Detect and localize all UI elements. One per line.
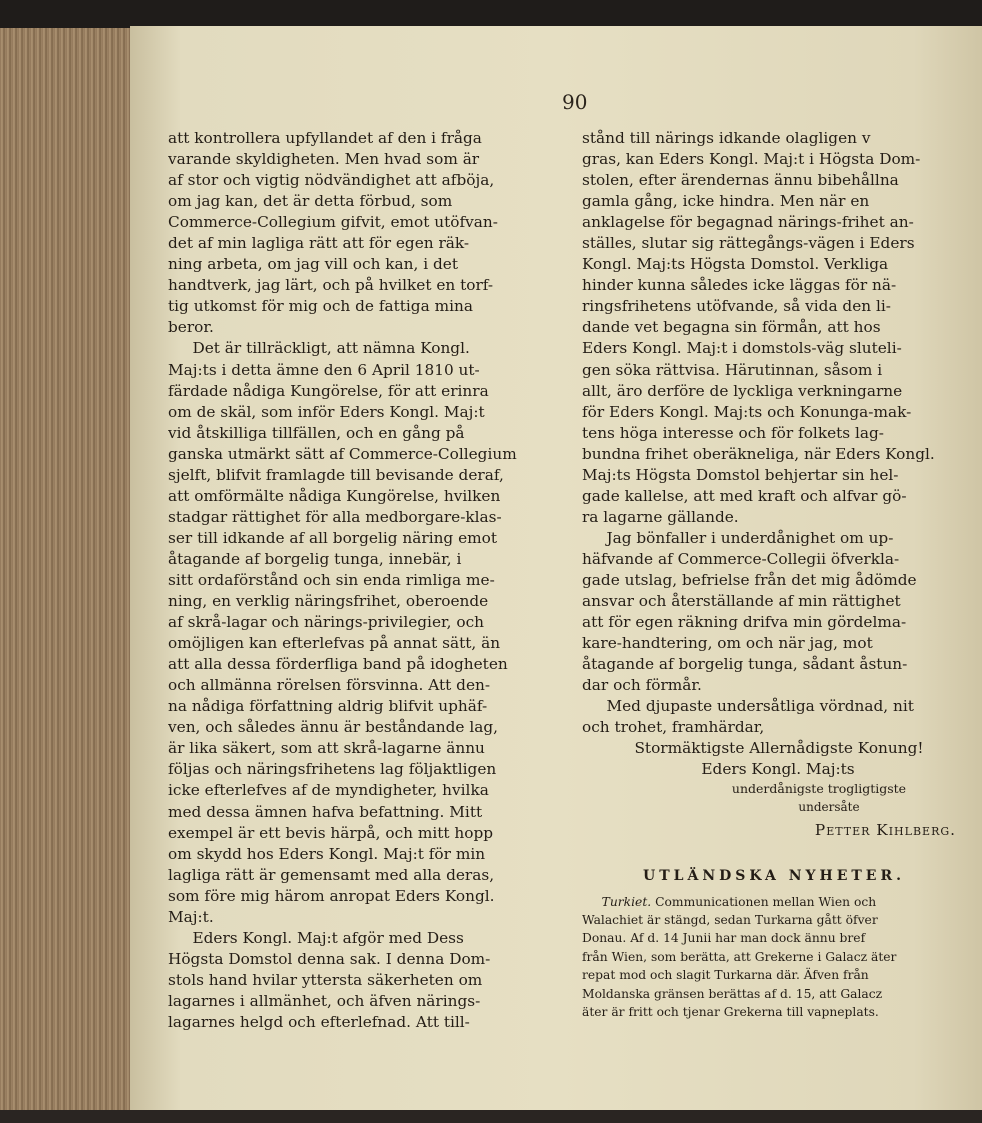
left-line: na nådiga författning aldrig blifvit uphäf- <box>168 697 488 716</box>
right-line: hinder kunna således icke läggas för nä- <box>582 276 897 295</box>
right-line: anklagelse för begagnad närings-frihet an- <box>582 213 914 232</box>
left-line: att alla dessa förderfliga band på idogheten <box>168 655 508 674</box>
left-line: färdade nådiga Kungörelse, för att erinra <box>168 381 489 400</box>
right-line: bundna frihet oberäkneliga, när Eders Kongl. <box>582 444 935 463</box>
right-line: gamla gång, icke hindra. Men när en <box>582 192 870 211</box>
right-line: gen söka rättvisa. Härutinnan, såsom i <box>582 360 883 379</box>
left-line: om de skäl, som inför Eders Kongl. Maj:t <box>168 402 485 421</box>
left-line: med dessa ämnen hafva befattning. Mitt <box>168 802 483 821</box>
left-line: Eders Kongl. Maj:t afgör med Dess <box>192 928 464 947</box>
left-line: att omförmälte nådiga Kungörelse, hvilken <box>168 486 501 505</box>
book-page-edges <box>0 28 134 1110</box>
right-line: dar och förmår. <box>582 676 702 695</box>
left-line: handtverk, jag lärt, och på hvilket en torf- <box>168 276 494 295</box>
left-line: exempel är ett bevis härpå, och mitt hopp <box>168 823 494 842</box>
left-line: lagarnes i allmänhet, och äfven närings- <box>168 991 481 1010</box>
right-line: dande vet begagna sin förmån, att hos <box>582 318 881 337</box>
left-line: stols hand hvilar yttersta säkerheten om <box>168 970 483 989</box>
left-line: det af min lagliga rätt att för egen räk- <box>168 234 470 253</box>
left-line: ganska utmärkt sätt af Commerce-Collegium <box>168 444 517 463</box>
right-line: kare-handtering, om och när jag, mot <box>582 634 873 653</box>
left-column <box>168 128 550 1033</box>
signature: Petter Kihlberg. <box>814 821 956 840</box>
right-line: ringsfrihetens utöfvande, så vida den li- <box>582 297 891 316</box>
left-line: om jag kan, det är detta förbud, som <box>168 192 453 211</box>
left-line: af skrå-lagar och närings-privilegier, och <box>168 613 484 632</box>
right-line: att för egen räkning drifva min gördelma- <box>582 613 907 632</box>
right-line: stånd till närings idkande olagligen v <box>582 129 871 147</box>
right-line: allt, äro derföre de lyckliga verkningarne <box>582 381 903 400</box>
news-line: äter är fritt och tjenar Grekerna till vapneplats. <box>582 1004 879 1019</box>
news-text: Communicationen mellan Wien och <box>655 894 877 909</box>
salutation: Stormäktigste Allernådigste Konung! <box>634 739 924 758</box>
section-heading: UTLÄNDSKA NYHETER. <box>642 867 905 884</box>
left-line: vid åtskilliga tillfällen, och en gång på <box>168 423 465 442</box>
left-line: lagarnes helgd och efterlefnad. Att till- <box>168 1012 470 1031</box>
left-line: åtagande af borgelig tunga, innebär, i <box>168 549 462 568</box>
right-line: för Eders Kongl. Maj:ts och Konunga-mak- <box>582 402 912 421</box>
left-line: att kontrollera upfyllandet af den i fråga <box>168 129 482 147</box>
closing-line: undersåte <box>798 800 860 815</box>
left-line: Det är tillräckligt, att nämna Kongl. <box>192 339 470 358</box>
left-line: Commerce-Collegium gifvit, emot utöfvan- <box>168 213 498 232</box>
left-line: stadgar rättighet för alla medborgare-klas- <box>168 507 502 526</box>
left-line: beror. <box>168 318 214 337</box>
right-line: och trohet, framhärdar, <box>582 718 765 737</box>
book-page <box>130 26 982 1110</box>
left-line: varande skyldigheten. Men hvad som är <box>168 150 480 169</box>
right-line: ansvar och återställande af min rättighet <box>582 592 901 611</box>
right-line: Jag bönfaller i underdånighet om up- <box>606 528 894 547</box>
news-item <box>582 893 966 1022</box>
right-line: ställes, slutar sig rättegångs-vägen i Eders <box>582 234 915 253</box>
news-label: Turkiet. <box>601 894 652 909</box>
news-line: Donau. Af d. 14 Junii har man dock ännu bref <box>582 931 866 946</box>
left-line: sitt ordaförstånd och sin enda rimliga me- <box>168 570 495 589</box>
right-line: åtagande af borgelig tunga, sådant åstun- <box>582 655 908 674</box>
left-line: och allmänna rörelsen försvinna. Att den- <box>168 676 491 695</box>
right-column <box>582 128 966 1021</box>
left-line: följas och näringsfrihetens lag följaktligen <box>168 760 497 779</box>
left-line: omöjligen kan efterlefvas på annat sätt, än <box>168 634 501 653</box>
left-line: Maj:t. <box>168 907 214 926</box>
left-line: tig utkomst för mig och de fattiga mina <box>168 297 473 316</box>
left-line: ning arbeta, om jag vill och kan, i det <box>168 255 458 274</box>
left-line: Högsta Domstol denna sak. I denna Dom- <box>168 949 491 968</box>
addressee: Eders Kongl. Maj:ts <box>701 760 855 779</box>
left-line: om skydd hos Eders Kongl. Maj:t för min <box>168 844 486 863</box>
right-line: gade kallelse, att med kraft och alfvar gö- <box>582 486 907 505</box>
left-line: ning, en verklig näringsfrihet, oberoende <box>168 592 489 611</box>
right-line: gade utslag, befrielse från det mig ådömde <box>582 570 917 589</box>
news-line: Moldanska gränsen berättas af d. 15, att Galacz <box>582 986 883 1001</box>
right-line: häfvande af Commerce-Collegii öfverkla- <box>582 549 900 568</box>
left-line: icke efterlefves af de myndigheter, hvilka <box>168 781 489 800</box>
right-line: tens höga interesse och för folkets lag- <box>582 423 884 442</box>
right-line: ra lagarne gällande. <box>582 507 739 526</box>
right-line: Eders Kongl. Maj:t i domstols-väg sluteli- <box>582 339 902 358</box>
news-line <box>582 893 966 911</box>
left-line: ser till idkande af all borgelig näring emot <box>168 528 498 547</box>
left-line: sjelft, blifvit framlagde till bevisande deraf, <box>168 465 504 484</box>
left-line: Maj:ts i detta ämne den 6 April 1810 ut- <box>168 360 480 379</box>
right-line: stolen, efter ärendernas ännu bibehållna <box>582 171 899 190</box>
left-line: ven, och således ännu är beståndande lag, <box>168 718 499 737</box>
news-line: från Wien, som berätta, att Grekerne i Galacz äter <box>582 949 897 964</box>
left-line: lagliga rätt är gemensamt med alla deras, <box>168 865 495 884</box>
closing-line: underdånigste trogligtigste <box>731 781 907 797</box>
left-line: är lika säkert, som att skrå-lagarne ännu <box>168 739 485 758</box>
page-number: 90 <box>562 90 588 114</box>
news-line: repat mod och slagit Turkarna där. Äfven från <box>582 968 869 983</box>
right-line: Med djupaste undersåtliga vördnad, nit <box>606 697 914 716</box>
right-line: Maj:ts Högsta Domstol behjertar sin hel- <box>582 465 899 484</box>
right-line: gras, kan Eders Kongl. Maj:t i Högsta Dom- <box>582 150 921 169</box>
right-line: Kongl. Maj:ts Högsta Domstol. Verkliga <box>582 255 889 274</box>
left-line: af stor och vigtig nödvändighet att afböja, <box>168 171 495 190</box>
left-line: som före mig härom anropat Eders Kongl. <box>168 886 495 905</box>
news-line: Walachiet är stängd, sedan Turkarna gått öfver <box>582 912 878 927</box>
